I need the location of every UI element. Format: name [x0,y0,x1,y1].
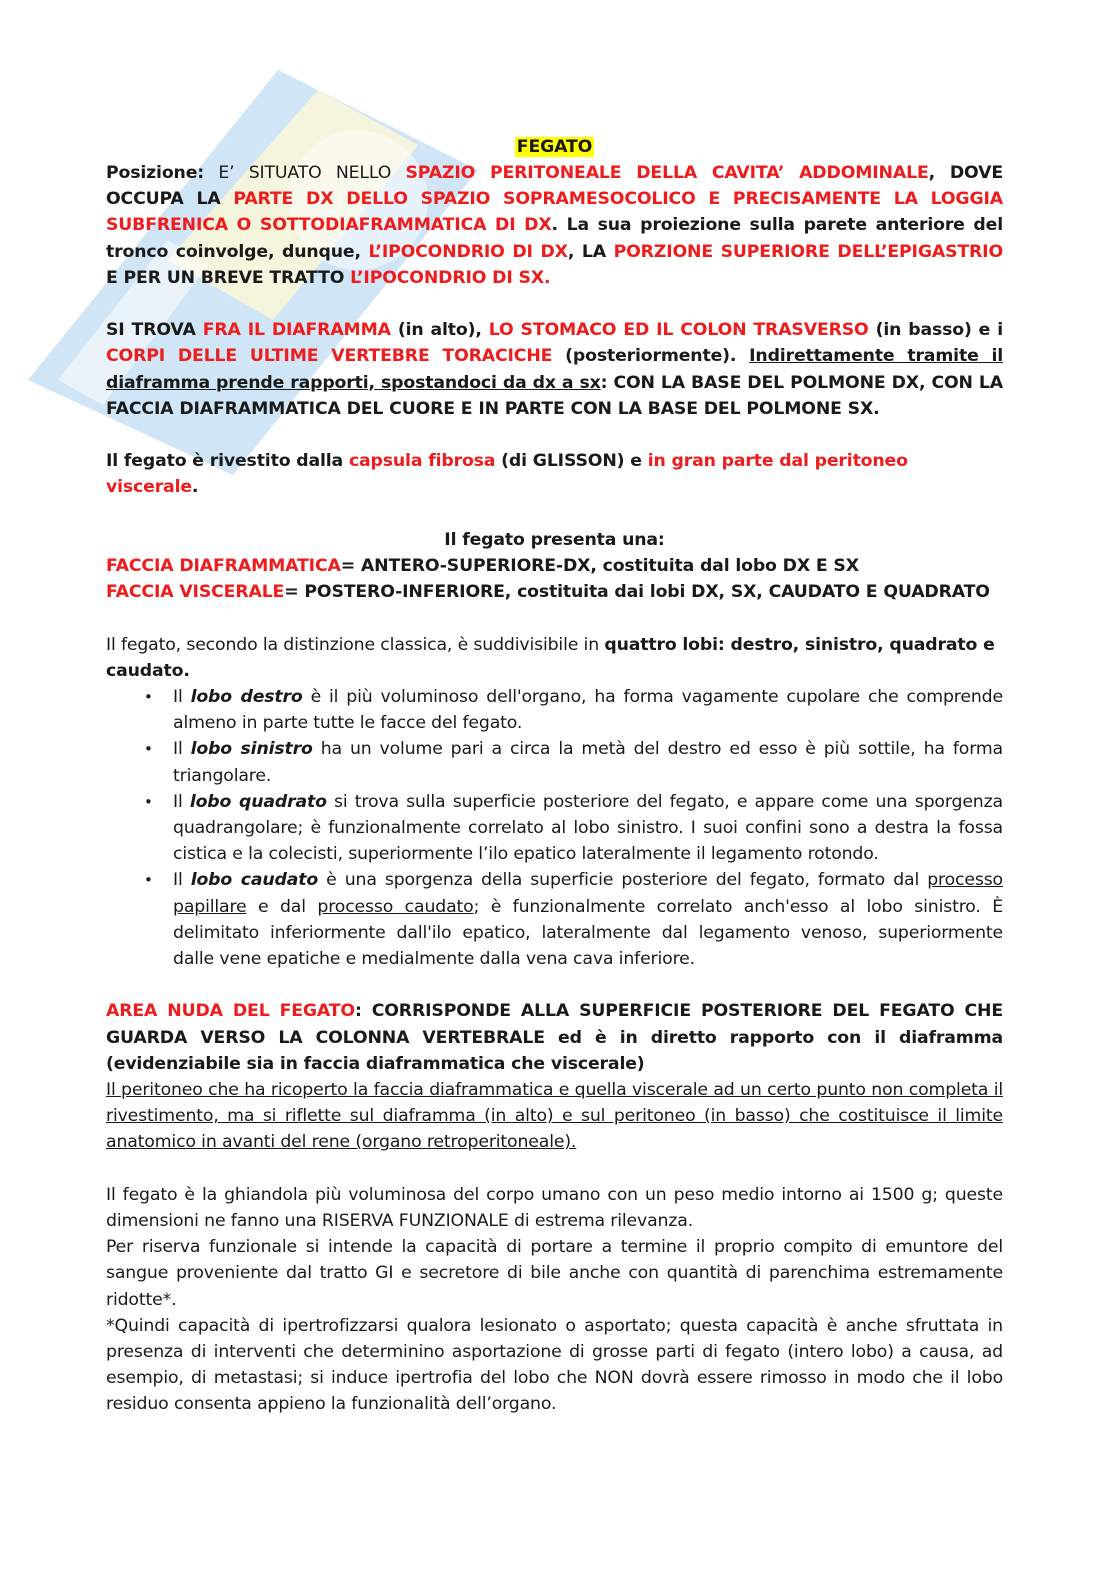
list-item: • Il lobo destro è il più voluminoso dell'organo, ha forma vagamente cupolare che comprende almeno in parte tutte le facce del fegato. [173,684,1003,736]
faccia-viscerale: FACCIA VISCERALE= POSTERO-INFERIORE, costituita dai lobi DX, SX, CAUDATO E QUADRATO [106,582,990,603]
riserva-paragraph-1: Il fegato è la ghiandola più voluminosa del corpo umano con un peso medio intorno ai 1500 g; queste dimensioni ne fanno una RISERVA FUNZIONALE di estrema rilevanza. [106,1184,1003,1232]
list-item: • Il lobo caudato è una sporgenza della superficie posteriore del fegato, formato dal processo papillare e dal processo caudato; è funzionalmente correlato anch'esso al lobo sinistro. È delimitato inferiormente dall'ilo epatico, lateralmente dal legamento venoso, superiormente dalle vene epatiche e medialmente dalla vena cava inferiore. [173,867,1003,972]
area-nuda-note: Il peritoneo che ha ricoperto la faccia diaframmatica e quella viscerale ad un certo punto non completa il rivestimento, ma si riflette sul diaframma (in alto) e sul peritoneo (in basso) che costituisce il limite anatomico in avanti del rene (organo retroperitoneale). [106,1080,1003,1153]
list-item: • Il lobo sinistro ha un volume pari a circa la metà del destro ed esso è più sottile, ha forma triangolare. [173,736,1003,788]
lobi-intro: Il fegato, secondo la distinzione classica, è suddivisibile in quattro lobi: destro, sinistro, quadrato e caudato. [106,634,995,681]
facce-heading: Il fegato presenta una: [444,529,665,550]
rapporti-paragraph: SI TROVA FRA IL DIAFRAMMA (in alto), LO STOMACO ED IL COLON TRASVERSO (in basso) e i CORPI DELLE ULTIME VERTEBRE TORACICHE (posteriormente). Indirettamente tramite il diaframma prende rapporti, spostandoci da dx a sx: CON LA BASE DEL POLMONE DX, CON LA FACCIA DIAFRAMMATICA DEL CUORE E IN PARTE CON LA BASE DEL POLMONE SX. [106,320,1004,419]
page-title: FEGATO [516,137,593,157]
rivestimento-paragraph: Il fegato è rivestito dalla capsula fibrosa (di GLISSON) e in gran parte dal peritoneo viscerale. [106,451,908,498]
document-body [106,134,1003,1418]
area-nuda-paragraph: AREA NUDA DEL FEGATO: CORRISPONDE ALLA SUPERFICIE POSTERIORE DEL FEGATO CHE GUARDA VERSO LA COLONNA VERTEBRALE ed è in diretto rapporto con il diaframma (evidenziabile sia in faccia diaframmatica che viscerale) [106,1001,1004,1074]
list-item: • Il lobo quadrato si trova sulla superficie posteriore del fegato, e appare come una sporgenza quadrangolare; è funzionalmente correlato al lobo sinistro. I suoi confini sono a destra la fossa cistica e la colecisti, superiormente l’ilo epatico lateralmente il legamento rotondo. [173,789,1003,868]
lobi-list [106,684,1003,972]
posizione-paragraph: Posizione: E’ SITUATO NELLO SPAZIO PERITONEALE DELLA CAVITA’ ADDOMINALE, DOVE OCCUPA LA PARTE DX DELLO SPAZIO SOPRAMESOCOLICO E PRECISAMENTE LA LOGGIA SUBFRENICA O SOTTODIAFRAMMATICA DI DX. La sua proiezione sulla parete anteriore del tronco coinvolge, dunque, L’IPOCONDRIO DI DX, LA PORZIONE SUPERIORE DELL’EPIGASTRIO E PER UN BREVE TRATTO L’IPOCONDRIO DI SX. [106,163,1004,288]
riserva-paragraph-3: *Quindi capacità di ipertrofizzarsi qualora lesionato o asportato; questa capacità è anche sfruttata in presenza di interventi che determinino asportazione di grosse parti di fegato (intero lobo) a causa, ad esempio, di metastasi; si induce ipertrofia del lobo che NON dovrà essere rimosso in modo che il lobo residuo consenta appieno la funzionalità dell’organo. [106,1315,1003,1415]
riserva-paragraph-2: Per riserva funzionale si intende la capacità di portare a termine il proprio compito di emuntore del sangue proveniente dal tratto GI e secretore di bile anche con quantità di parenchima estremamente ridotte*. [106,1237,1003,1310]
faccia-diaframmatica: FACCIA DIAFRAMMATICA= ANTERO-SUPERIORE-DX, costituita dal lobo DX E SX [106,556,859,576]
